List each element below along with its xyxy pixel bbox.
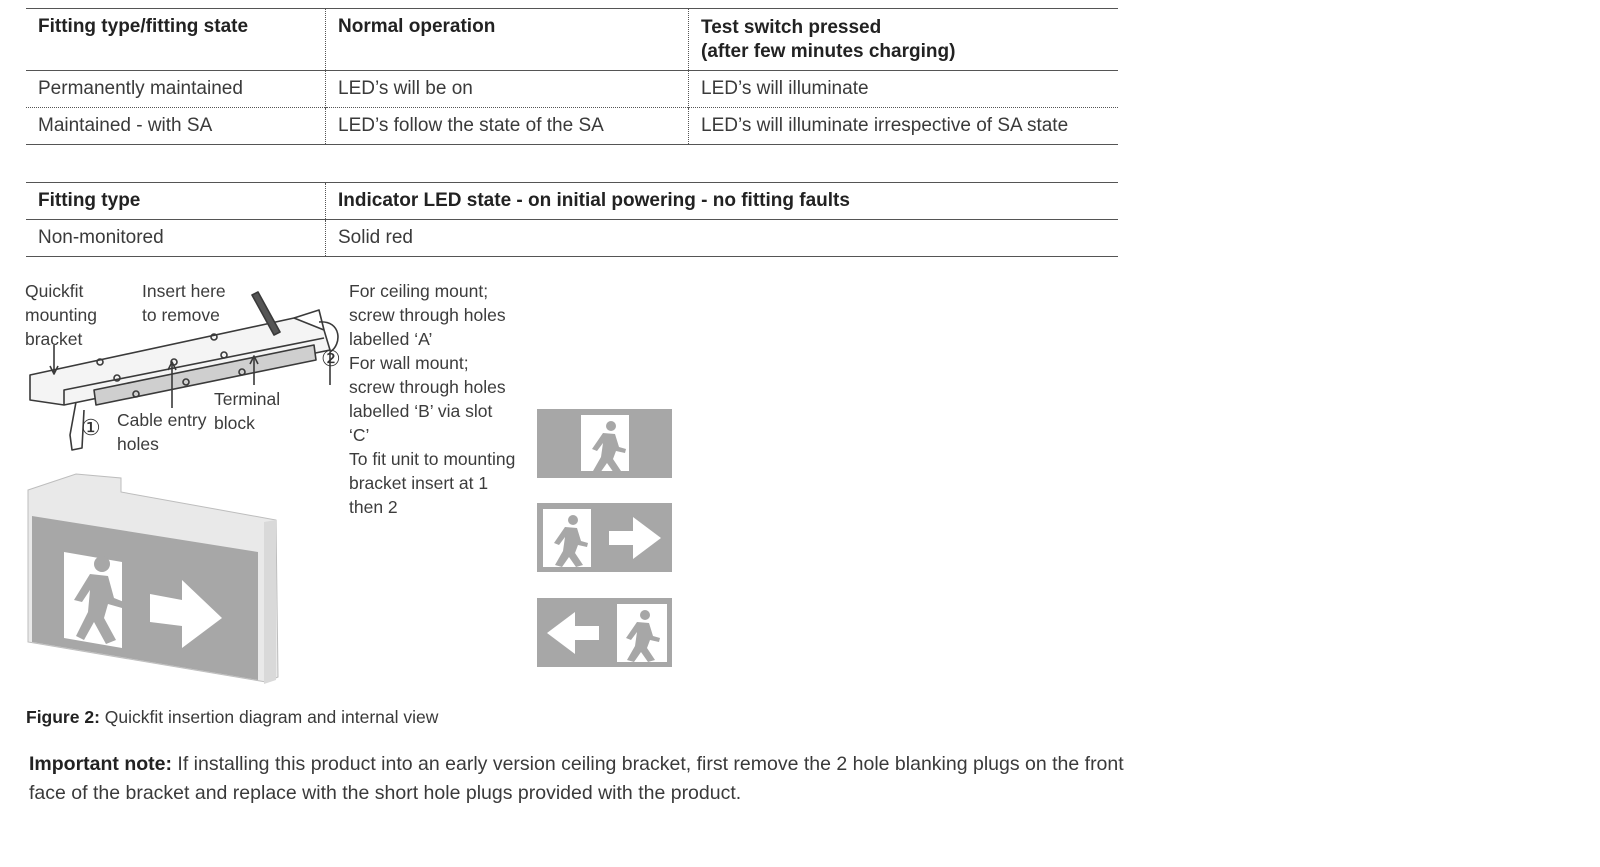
running-man-icon: [537, 409, 672, 478]
table-cell: Non-monitored: [38, 227, 164, 248]
label-terminal-block: Terminal block: [214, 389, 281, 433]
label-insert-here: Insert here to remove: [142, 281, 226, 325]
mounting-instructions: For ceiling mount; screw through holes labelled ‘A’ For wall mount; screw through holes labelled ‘B’ via slot ‘C’ To fit unit to mounting bracket insert at 1 then 2: [349, 281, 516, 517]
table-row: [26, 71, 1118, 108]
header-cell: Normal operation: [326, 9, 689, 71]
header-cell: Indicator LED state - on initial powering - no fitting faults: [326, 183, 1119, 220]
table-cell: LED’s will illuminate irrespective of SA state: [689, 108, 1119, 145]
header-cell: Fitting type: [38, 190, 141, 211]
table-cell: Permanently maintained: [38, 78, 243, 99]
table-cell: Maintained - with SA: [38, 115, 213, 136]
important-note-text: If installing this product into an early version ceiling bracket, first remove the 2 hole blanking plugs on the front face of the bracket and replace with the short hole plugs provided with the product.: [29, 753, 1124, 804]
header-line: (after few minutes charging): [701, 41, 956, 62]
figure-caption-label: Figure 2:: [26, 707, 100, 727]
table-cell: LED’s will be on: [326, 71, 689, 108]
header-cell: Fitting type/fitting state: [38, 16, 249, 37]
table-header-row: [26, 9, 1118, 71]
left-arrow-running-man-icon: [537, 598, 672, 667]
label-cable-entry: Cable entry holes: [117, 410, 207, 454]
marker-1: ①: [81, 415, 101, 440]
important-note: [29, 750, 1139, 808]
indicator-led-table: [26, 182, 1118, 257]
running-man-right-arrow-icon: [537, 503, 672, 572]
fitting-state-table: [26, 8, 1118, 145]
table-cell: LED’s follow the state of the SA: [326, 108, 689, 145]
important-note-label: Important note:: [29, 753, 172, 775]
figure-caption: [26, 707, 438, 728]
exit-sign-left-arrow-man: [537, 598, 672, 667]
exit-sign-unit-illustration: [26, 472, 286, 684]
figure-caption-text: Quickfit insertion diagram and internal view: [99, 707, 439, 727]
marker-2: ②: [321, 346, 341, 371]
header-line: Test switch pressed: [701, 17, 882, 38]
label-mounting-bracket: Quickfit mounting bracket: [25, 281, 97, 349]
table-cell: LED’s will illuminate: [689, 71, 1119, 108]
table-row: [26, 108, 1118, 145]
table-header-row: [26, 183, 1118, 220]
table-cell: Solid red: [326, 220, 1119, 257]
exit-sign-man-right-arrow: [537, 503, 672, 572]
exit-sign-running-man: [537, 409, 672, 478]
header-cell: [689, 9, 1119, 71]
table-row: [26, 220, 1118, 257]
